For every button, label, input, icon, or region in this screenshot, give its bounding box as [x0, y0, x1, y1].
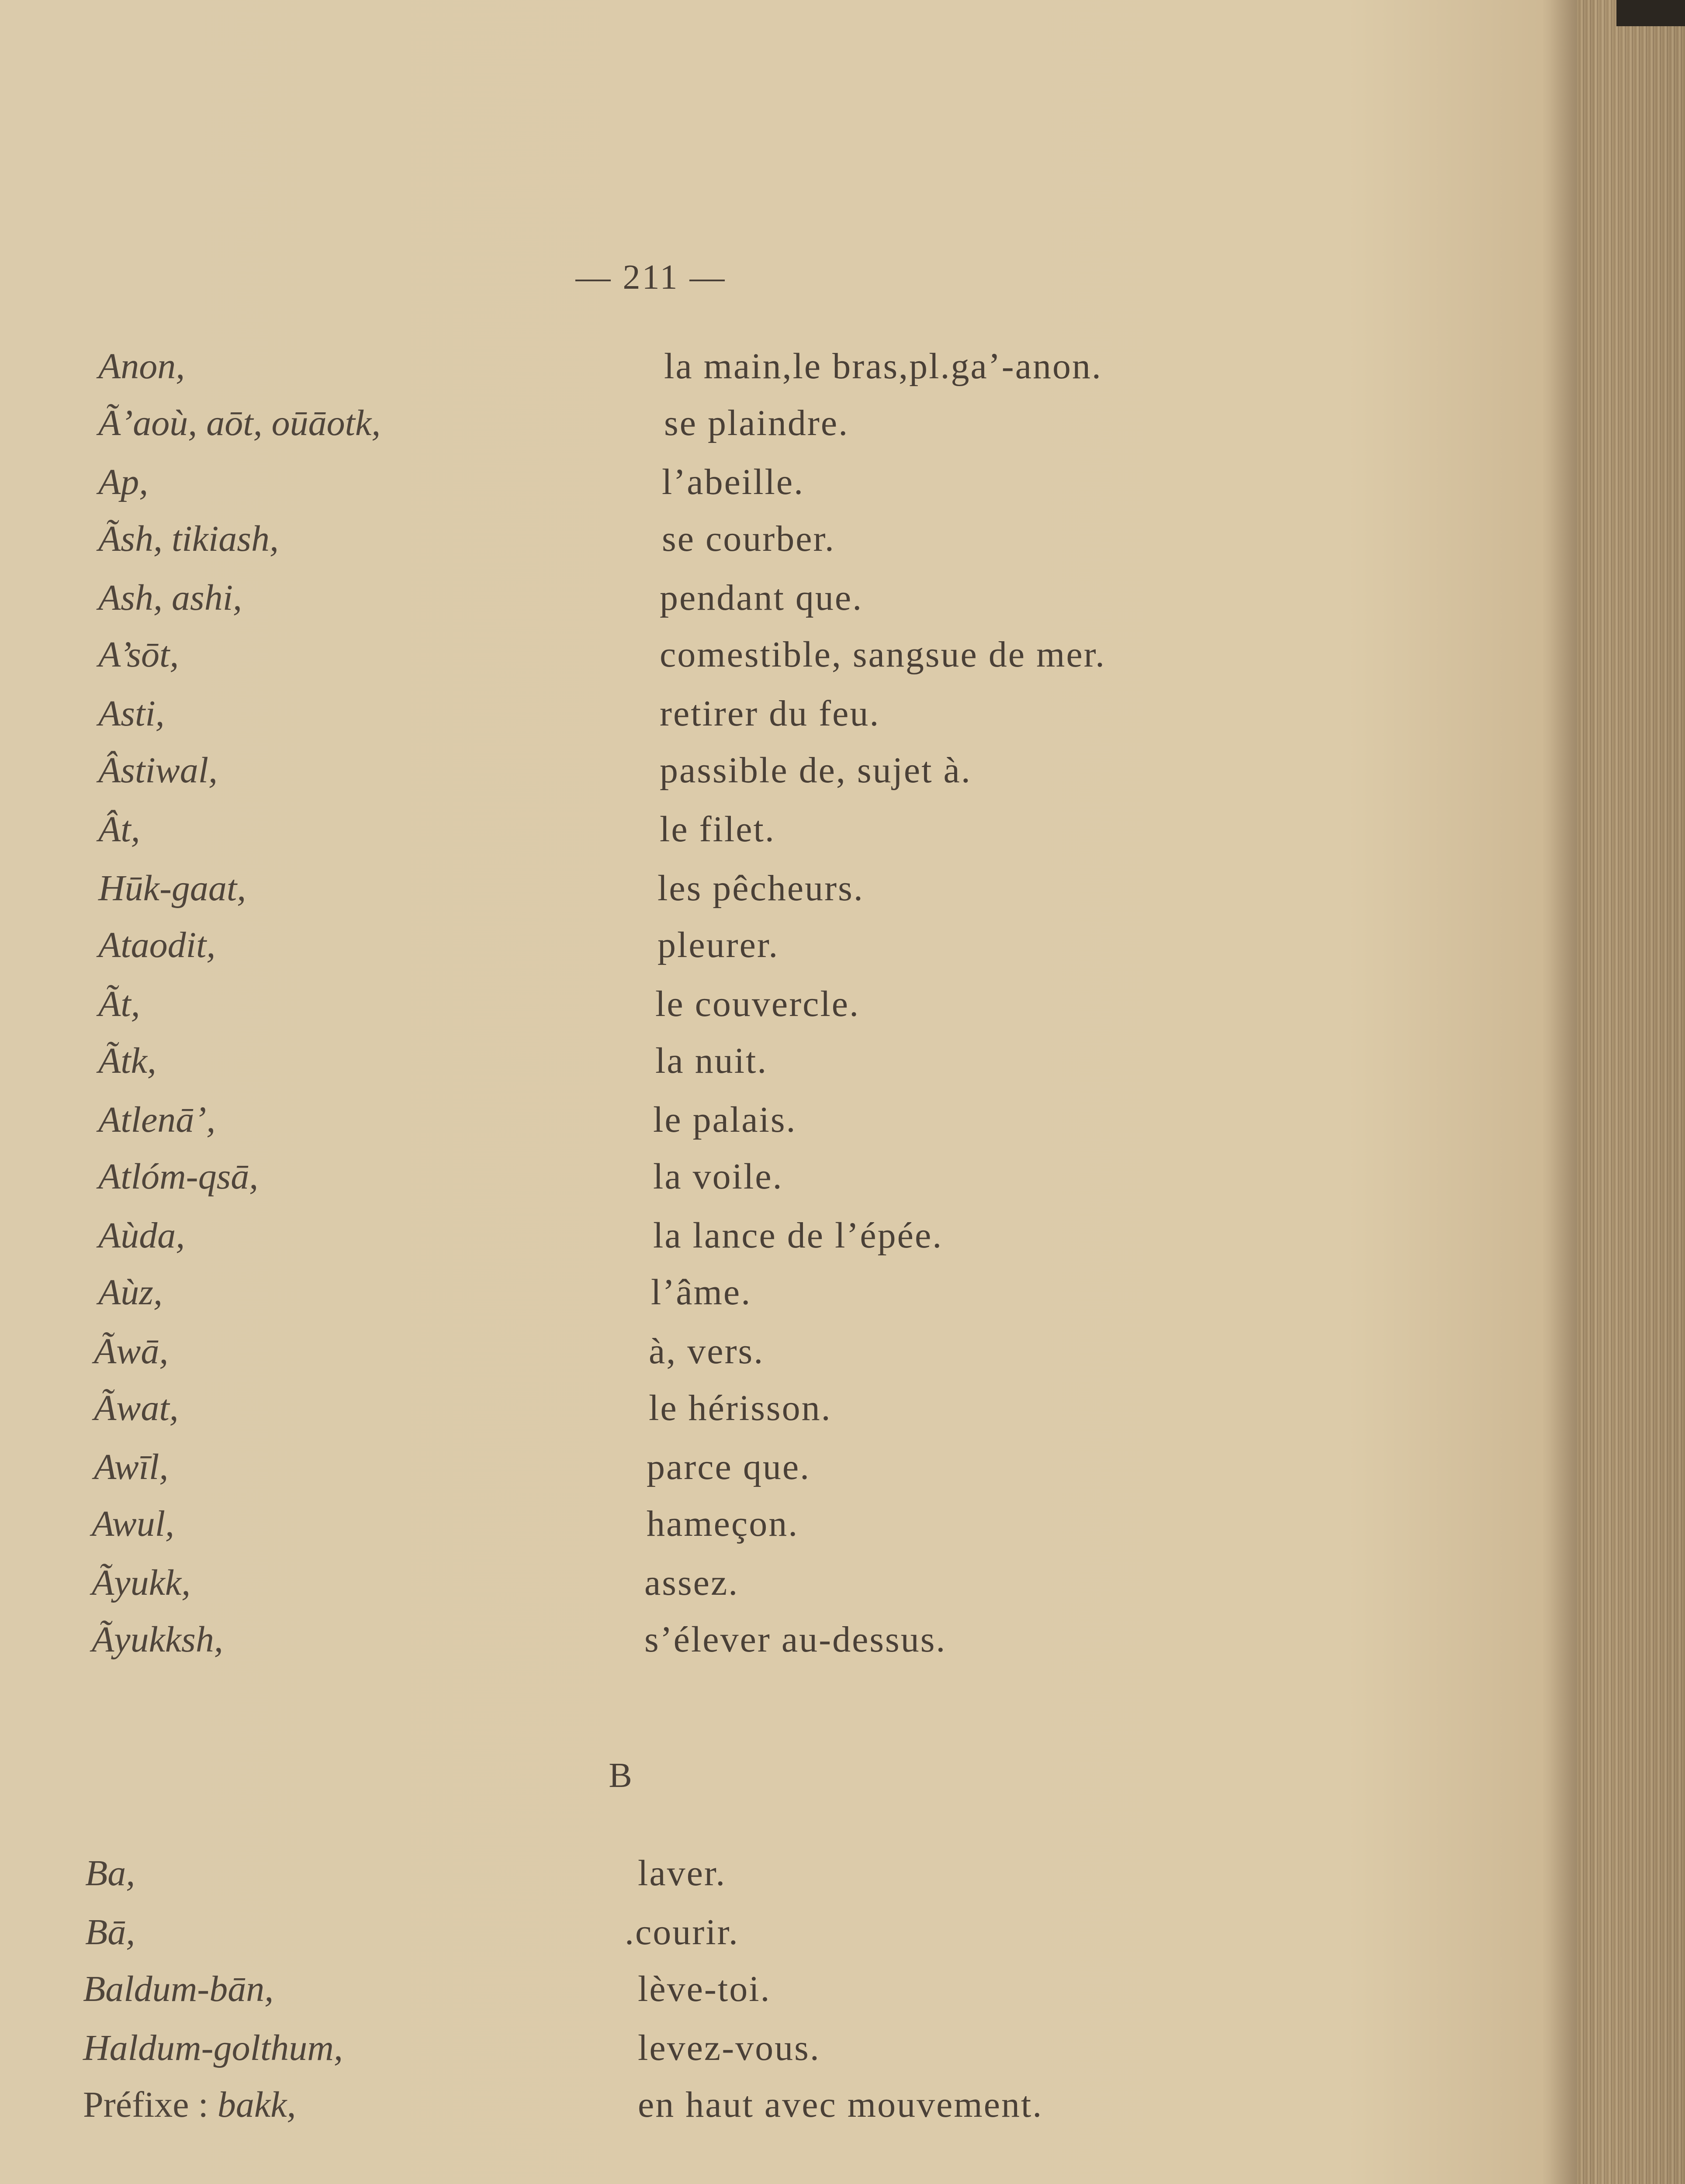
entry-definition: parce que. [647, 1447, 811, 1487]
entry-definition: le couvercle. [655, 984, 860, 1024]
entry-definition: hameçon. [647, 1503, 799, 1544]
section-heading-b: B [609, 1756, 632, 1795]
entry-definition: se courber. [662, 518, 835, 559]
entry-definition: le hérisson. [649, 1388, 832, 1428]
entry-term: Haldum-golthum, [83, 2028, 343, 2068]
page-number: — 211 — [575, 258, 727, 297]
entry-term: Ash, ashi, [98, 577, 242, 618]
entry-term: Awul, [92, 1503, 175, 1544]
entry-definition: laver. [638, 1853, 727, 1894]
entry-definition: retirer du feu. [660, 693, 880, 734]
entry-term: Atlenā’, [98, 1099, 216, 1140]
entry-definition: la main,le bras,pl.ga’-anon. [664, 346, 1102, 387]
entry-term: Ãt, [98, 984, 140, 1024]
entry-definition: l’abeille. [662, 462, 805, 502]
entry-term: Anon, [98, 346, 185, 387]
entry-definition: pendant que. [660, 577, 863, 618]
entry-term: Ãyukksh, [92, 1619, 223, 1660]
entry-definition: passible de, sujet à. [660, 750, 972, 791]
entry-term: Ãsh, tikiash, [98, 518, 279, 559]
entry-definition: se plaindre. [664, 403, 849, 443]
entry-term: Ât, [98, 809, 140, 850]
entry-definition: en haut avec mouvement. [638, 2084, 1043, 2125]
entry-definition: la voile. [653, 1156, 783, 1197]
entry-term: Ãwat, [94, 1388, 179, 1428]
entry-term: Awīl, [94, 1447, 169, 1487]
entry-definition: s’élever au-dessus. [644, 1619, 947, 1660]
page-edge-stack [1577, 0, 1685, 2184]
prefix-term: bakk, [217, 2084, 296, 2125]
entry-term: Aùda, [98, 1215, 185, 1256]
entry-term: A’sōt, [98, 634, 179, 675]
entry-term: Ãwā, [94, 1331, 169, 1372]
entry-definition: à, vers. [649, 1331, 765, 1372]
entry-definition: le filet. [660, 809, 775, 850]
entry-term: Asti, [98, 693, 165, 734]
entry-term: Ãyukk, [92, 1562, 191, 1603]
entry-term [83, 2084, 296, 2126]
entry-definition: la nuit. [655, 1040, 768, 1081]
entry-definition: lève-toi. [638, 1969, 771, 2009]
entry-term: Atlóm-qsā, [98, 1156, 259, 1197]
entry-definition: comestible, sangsue de mer. [660, 634, 1106, 675]
prefix-label: Préfixe : [83, 2084, 218, 2125]
entry-term: Ap, [98, 462, 149, 502]
entry-term: Ataodit, [98, 925, 216, 965]
entry-term: Bā, [85, 1912, 135, 1952]
entry-definition: les pêcheurs. [657, 868, 864, 909]
entry-definition: pleurer. [657, 925, 779, 965]
entry-term: Ãtk, [98, 1040, 156, 1081]
entry-definition: l’âme. [651, 1272, 752, 1313]
binding-corner [1616, 0, 1685, 26]
entry-definition: le palais. [653, 1099, 797, 1140]
entry-term: Ã’aoù, aōt, oūāotk, [98, 403, 381, 443]
entry-definition: assez. [644, 1562, 739, 1603]
entry-definition: .courir. [625, 1912, 739, 1952]
entry-term: Âstiwal, [98, 750, 218, 791]
entry-definition: la lance de l’épée. [653, 1215, 943, 1256]
entry-term: Ba, [85, 1853, 135, 1894]
entry-term: Aùz, [98, 1272, 163, 1313]
entry-definition: levez-vous. [638, 2028, 820, 2068]
entry-term: Baldum-bān, [83, 1969, 274, 2009]
entry-term: Hūk-gaat, [98, 868, 246, 909]
